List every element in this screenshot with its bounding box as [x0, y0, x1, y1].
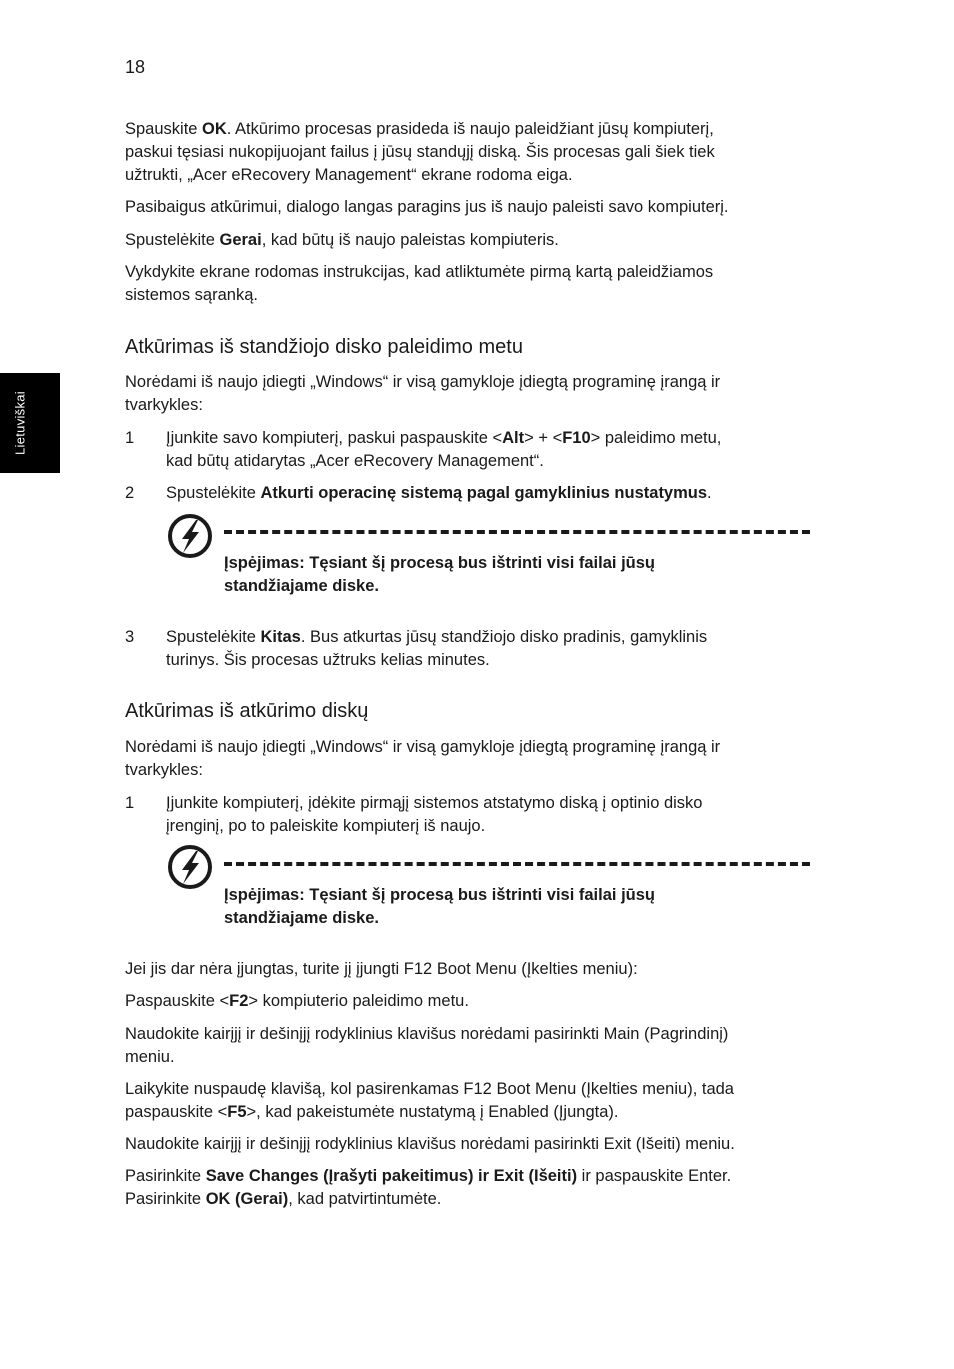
- warning-lightning-icon: [166, 512, 214, 560]
- section1-intro: Norėdami iš naujo įdiegti „Windows“ ir visą gamykloje įdiegtą programinę įrangą ir tvarkykles:: [125, 373, 721, 414]
- language-side-tab-label: Lietuviškai: [12, 391, 28, 455]
- intro-paragraph-4: Vykdykite ekrane rodomas instrukcijas, kad atliktumėte pirmą kartą paleidžiamos sistemos sąranką.: [125, 263, 714, 304]
- section-heading-hdd-recovery: Atkūrimas iš standžiojo disko paleidimo metu: [125, 336, 523, 358]
- outro-paragraph-6: Pasirinkite Save Changes (Įrašyti pakeitimus) ir Exit (Išeiti) ir paspauskite Enter. Pasirinkite OK (Gerai), kad patvirtintumėte.: [125, 1167, 732, 1208]
- warning-divider: [224, 862, 810, 866]
- warning-divider: [224, 530, 810, 534]
- step-number: 3: [125, 628, 135, 646]
- warning-text: Įspėjimas: Tęsiant šį procesą bus ištrinti visi failai jūsų standžiajame diske.: [224, 554, 655, 595]
- section1-step-2: Spustelėkite Atkurti operacinę sistemą pagal gamyklinius nustatymus.: [166, 484, 712, 502]
- warning-text: Įspėjimas: Tęsiant šį procesą bus ištrinti visi failai jūsų standžiajame diske.: [224, 886, 655, 927]
- outro-paragraph-5: Naudokite kairįjį ir dešinįjį rodyklinius klavišus norėdami pasirinkti Exit (Išeiti) meniu.: [125, 1135, 735, 1153]
- outro-paragraph-3: Naudokite kairįjį ir dešinįjį rodyklinius klavišus norėdami pasirinkti Main (Pagrindinį) meniu.: [125, 1025, 729, 1066]
- section2-intro: Norėdami iš naujo įdiegti „Windows“ ir visą gamykloje įdiegtą programinę įrangą ir tvarkykles:: [125, 738, 721, 779]
- step-number: 1: [125, 429, 135, 447]
- warning-lightning-icon: [166, 843, 214, 891]
- outro-paragraph-4: Laikykite nuspaudę klavišą, kol pasirenkamas F12 Boot Menu (Įkelties meniu), tada paspauskite <F5>, kad pakeistumėte nustatymą į Enabled (Įjungta).: [125, 1080, 734, 1121]
- section1-step-3: Spustelėkite Kitas. Bus atkurtas jūsų standžiojo disko pradinis, gamyklinis turinys. Šis procesas užtruks kelias minutes.: [166, 628, 708, 669]
- step-number: 1: [125, 794, 135, 812]
- section2-step-1: Įjunkite kompiuterį, įdėkite pirmąjį sistemos atstatymo diską į optinio disko įrenginį, po to paleiskite kompiuterį iš naujo.: [166, 794, 703, 835]
- step-number: 2: [125, 484, 135, 502]
- intro-paragraph-3: Spustelėkite Gerai, kad būtų iš naujo paleistas kompiuteris.: [125, 231, 559, 249]
- section1-step-1: Įjunkite savo kompiuterį, paskui paspauskite <Alt> + <F10> paleidimo metu, kad būtų atidarytas „Acer eRecovery Management“.: [166, 429, 722, 470]
- intro-paragraph-2: Pasibaigus atkūrimui, dialogo langas paragins jus iš naujo paleisti savo kompiuterį.: [125, 198, 729, 216]
- outro-paragraph-2: Paspauskite <F2> kompiuterio paleidimo metu.: [125, 992, 469, 1010]
- intro-paragraph-1: Spauskite OK. Atkūrimo procesas prasideda iš naujo paleidžiant jūsų kompiuterį, paskui tęsiasi nukopijuojant failus į jūsų standųjį diską. Šis procesas gali šiek tiek užtrukti, „Acer eRecovery Management“ ekrane rodoma eiga.: [125, 120, 715, 184]
- page-number: 18: [125, 57, 146, 77]
- section-heading-disc-recovery: Atkūrimas iš atkūrimo diskų: [125, 700, 369, 722]
- outro-paragraph-1: Jei jis dar nėra įjungtas, turite jį įjungti F12 Boot Menu (Įkelties meniu):: [125, 960, 638, 978]
- language-side-tab: [0, 373, 60, 473]
